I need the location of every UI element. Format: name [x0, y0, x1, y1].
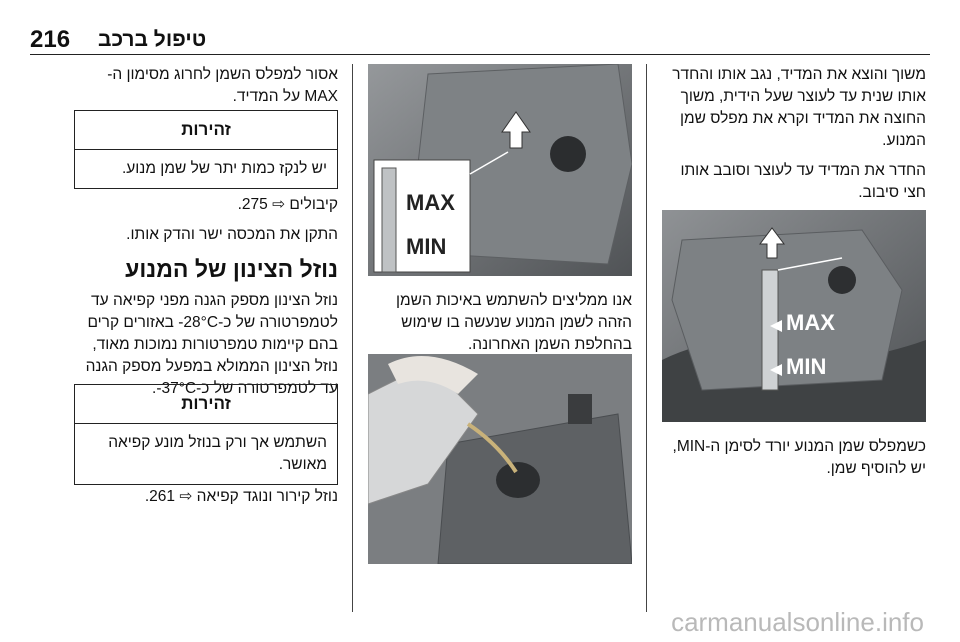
- min-label: MIN: [786, 354, 827, 379]
- min-label: MIN: [406, 234, 447, 259]
- section-heading: נוזל הצינון של המנוע: [125, 256, 338, 282]
- column-divider: [352, 64, 353, 612]
- page-header: [30, 26, 930, 55]
- dipstick-photo-2: [662, 210, 926, 422]
- capacities-reference[interactable]: קיבולים ⇨ 275.: [237, 196, 338, 213]
- paragraph: נוזל הצינון מספק הגנה מפני קפיאה עד לטמפרטורה של כ-28°C- באזורים קרים בהם קיימות טמפרטורות נמוכות מאוד, נוזל הצינון הממולא במפעל מספק הגנה עד לטמפרטורה של כ-37°C-.: [85, 292, 338, 397]
- left-column-intro: אסור למפלס השמן לחרוג מסימון ה-MAX על המדיד.: [107, 66, 338, 105]
- watermark: carmanualsonline.info: [671, 607, 924, 637]
- paragraph: התקן את המכסה ישר והדק אותו.: [126, 226, 338, 243]
- paragraph: משוך והוצא את המדיד, נגב אותו והחדר אותו שנית עד לעוצר שעל הידית, משוך החוצה את המדיד וקרא את מפלס שמן המנוע.: [672, 66, 926, 149]
- chapter-title: טיפול ברכב: [98, 28, 207, 51]
- caution-title: זהירות: [75, 111, 337, 150]
- caution-title: זהירות: [75, 385, 337, 424]
- caution-body: השתמש אך ורק בנוזל מונע קפיאה מאושר.: [108, 434, 327, 473]
- page-number: 216: [30, 26, 71, 53]
- right-caption: כשמפלס שמן המנוע יורד לסימן ה-MIN, יש להוסיף שמן.: [672, 438, 926, 477]
- caution-body: יש לנקז כמות יתר של שמן מנוע.: [121, 160, 327, 177]
- dipstick-photo-1: [368, 64, 632, 276]
- caution-box-1: [74, 110, 338, 189]
- max-label: MAX: [786, 310, 835, 335]
- coolant-reference[interactable]: נוזל קירור ונוגד קפיאה ⇨ 261.: [144, 488, 338, 505]
- middle-caption: אנו ממליצים להשתמש באיכות השמן הזהה לשמן המנוע שנעשה בו שימוש בהחלפת השמן האחרונה.: [395, 292, 632, 353]
- oil-fill-photo: [368, 354, 632, 564]
- paragraph: החדר את המדיד עד לעוצר וסובב אותו חצי סיבוב.: [680, 162, 926, 201]
- column-divider: [646, 64, 647, 612]
- caution-box-2: [74, 384, 338, 485]
- left-column-body: [74, 194, 338, 408]
- max-label: MAX: [406, 190, 455, 215]
